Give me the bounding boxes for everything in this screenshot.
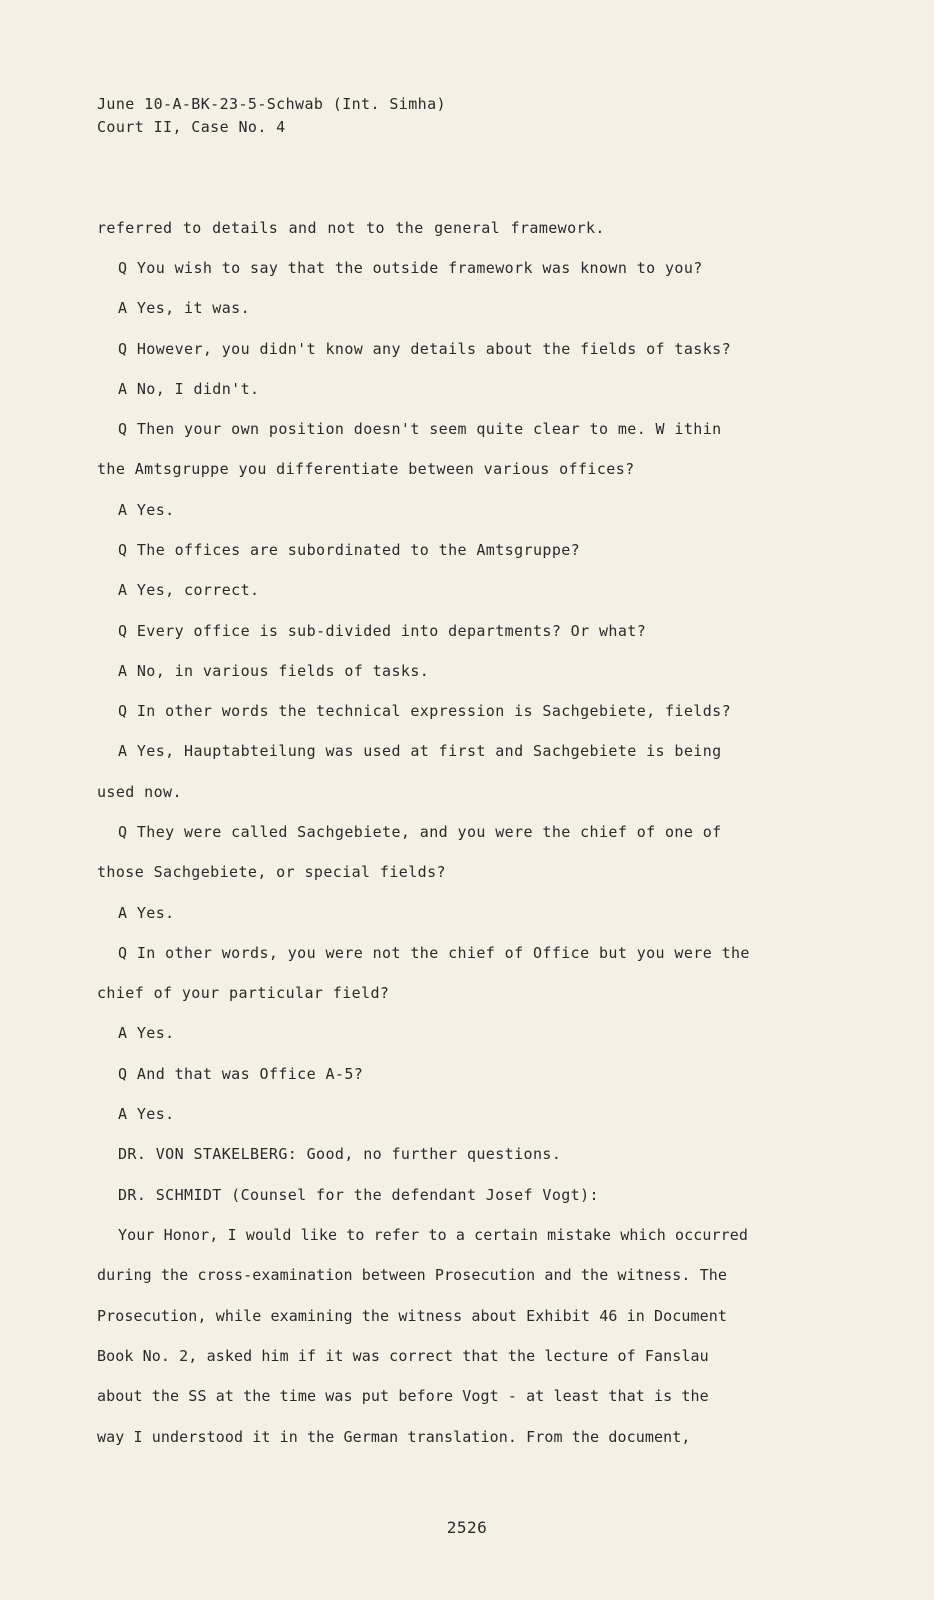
question-line: Q In other words the technical expression is Sachgebiete, fields? <box>118 702 731 720</box>
question-line: Q They were called Sachgebiete, and you were the chief of one of <box>118 823 722 841</box>
answer-line: A Yes, Hauptabteilung was used at first and Sachgebiete is being <box>118 742 722 760</box>
text-line: Your Honor, I would like to refer to a certain mistake which occurred <box>118 1226 749 1244</box>
header-line-1: June 10-A-BK-23-5-Schwab (Int. Simha) <box>97 95 446 113</box>
speaker-line: DR. VON STAKELBERG: Good, no further questions. <box>118 1145 562 1163</box>
text-line: during the cross-examination between Prosecution and the witness. The <box>97 1266 728 1284</box>
question-line: Q In other words, you were not the chief of Office but you were the <box>118 944 750 962</box>
answer-line: A No, in various fields of tasks. <box>118 662 430 680</box>
text-line: Book No. 2, asked him if it was correct that the lecture of Fanslau <box>97 1347 709 1365</box>
answer-line: A No, I didn't. <box>118 380 260 398</box>
text-line: way I understood it in the German translation. From the document, <box>97 1428 691 1446</box>
text-line: Prosecution, while examining the witness about Exhibit 46 in Document <box>97 1307 728 1325</box>
speaker-line: DR. SCHMIDT (Counsel for the defendant Josef Vogt): <box>118 1186 599 1204</box>
question-line: Q The offices are subordinated to the Amtsgruppe? <box>118 541 581 559</box>
text-line: referred to details and not to the general framework. <box>97 219 605 237</box>
question-line: Q Then your own position doesn't seem quite clear to me. W ithin <box>118 420 722 438</box>
text-line: the Amtsgruppe you differentiate between various offices? <box>97 460 635 478</box>
answer-line: A Yes. <box>118 1024 175 1042</box>
answer-line: A Yes. <box>118 904 175 922</box>
answer-line: A Yes. <box>118 501 175 519</box>
answer-line: A Yes. <box>118 1105 175 1123</box>
answer-line: A Yes, it was. <box>118 299 251 317</box>
text-line: chief of your particular field? <box>97 984 390 1002</box>
text-line: about the SS at the time was put before Vogt - at least that is the <box>97 1387 709 1405</box>
question-line: Q Every office is sub-divided into departments? Or what? <box>118 622 647 640</box>
question-line: Q You wish to say that the outside framework was known to you? <box>118 259 703 277</box>
page-number: 2526 <box>446 1518 488 1537</box>
text-line: used now. <box>97 783 182 801</box>
question-line: Q However, you didn't know any details about the fields of tasks? <box>118 340 731 358</box>
answer-line: A Yes, correct. <box>118 581 260 599</box>
question-line: Q And that was Office A-5? <box>118 1065 364 1083</box>
text-line: those Sachgebiete, or special fields? <box>97 863 446 881</box>
header-line-2: Court II, Case No. 4 <box>97 118 286 136</box>
